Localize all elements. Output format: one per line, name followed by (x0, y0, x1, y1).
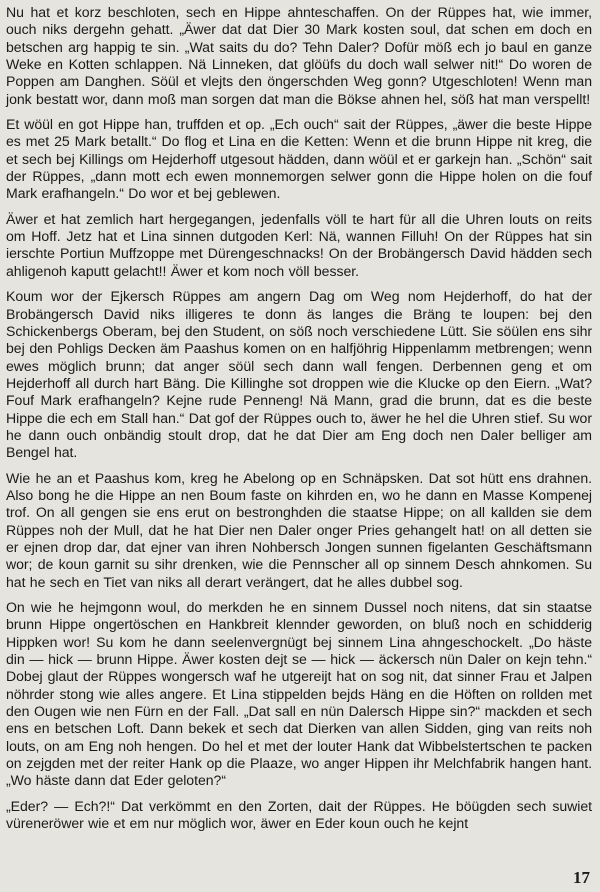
paragraph-2: Et wöül en got Hippe han, truffden et op. „Ech ouch“ sait der Rüppes, „äwer die beste Hippe es met 25 Mark betallt.“ Do flog et Lina en die Ketten: Wenn et die brunn Hippe nit kreg, die et sech bej Killings om Hejderhoff utgesout hädden, dann wöül et er garkejn han. „Schön“ sait der Rüppes, „dann mott ech ewen monnemorgen selwer gonn die Hippe holen on die fouf Mark erafhangeln.“ Do wor et bej geblewen. (6, 116, 592, 202)
page-number: 17 (573, 868, 590, 887)
paragraph-5: Wie he an et Paashus kom, kreg he Abelong op en Schnäpsken. Dat sot hütt ens drahnen. Also bong he die Hippe an nen Boum faste on kihrden en, wo he dann en Masse Kompenej trof. On all gengen sie ens erut on bestronghden die staatse Hippe; on all kallden sie dem Rüppes noh der Mull, dat he hat Dier nen Daler onger Pries gehangelt hat! on all detten sie er ejnen drop dar, dat ejner van ihren Nohbersch Jongen sunnen figelanten Geschäftsmann wor; de koun garnit su sihr drenken, wie die Pennscher all op sinnem Desch ahnkomen. Su hat he sech en Tiet van niks all derart verängert, dat he alles dubbel sog. (6, 469, 592, 590)
paragraph-1: Nu hat et korz beschloten, sech en Hippe ahnteschaffen. On der Rüppes hat, wie immer, ouch niks dergehn gehatt. „Äwer dat dat Dier 30 Mark kosten soul, dat schen em doch en betschen arg happig te sin. „Wat saits du do? Tehn Daler? Dofür möß ech jo baul en ganze Weke en Kotten schlappen. Nä Linneken, dat glöüfs du doch wall selwer nit!“ Do woren de Poppen am Danghen. Söül et vlejts den öngerschden Weg gonn? Utgeschloten! Wenn man jonk bestatt wor, dann moß man sorgen dat man die Bökse ahnen hel, söß hat man verspellt! (6, 4, 592, 107)
paragraph-4: Koum wor der Ejkersch Rüppes am angern Dag om Weg nom Hejderhoff, do hat der Brobängersch David niks illigeres te donn äs langes die Bräng te loupen: bej den Schickenbergs Oberam, bej den Student, on söß noch verschiedene Lütt. Sie söülen ens sihr bej den Pohligs Decken äm Paashus komen on en halfjöhrig Hippenlamm metbrengen; wenn ewes möglich brunn; dat anger söül sech dann wall fengen. Derbennen geng et om Hejderhoff all durch hart Bäng. Die Killinghe sot droppen wie die Klucke op den Eiern. „Wat? Fouf Mark erafhangeln? Kejne rude Penneng! Nä Mann, grad die brunn, dat es die beste Hippe die ech em Stall han.“ Dat gof der Rüppes ouch to, äwer he hel die Uhren stief. Su wor he dann ouch onbändig stoult drop, dat he dat Dier am Eng doch nen Daler belliger am Bengel hat. (6, 288, 592, 461)
paragraph-6: On wie he hejmgonn woul, do merkden he en sinnem Dussel noch nitens, dat sin staatse brunn Hippe ongertöschen en Hankbreit klennder geworden, on bluß noch en schidderig Hippken wor! Su kom he dann seelenvergnügt bej sinnem Lina ahngeschockelt. „Do häste din — hick — brunn Hippe. Äwer kosten dejt se — hick — äckersch nün Daler on kejn tehn.“ Dobej glaut der Rüppes wongersch waf he utgereijt hat on sog nit, dat sinner Frau et Jalpen nöhrder stong wie alles angere. Et Lina stippelden bejds Häng en die Höften on rollden met den Ougen wie nen Fürn en der Fall. „Dat sall en nün Dalersch Hippe sin?“ mackden et sech ens en betschen Loft. Dann bekek et sech dat Dierken van allen Sidden, ging van reits noh louts, on am Eng noh hengen. Do hel et met der louter Hank dat Wibbelstertschen te packen on zejgden met der reiter Hank op die Plaaze, wo anger Hippen ihr Melchfabrik hangen hant. „Wo häste dann dat Eder geloten?“ (6, 599, 592, 789)
paragraph-3: Äwer et hat zemlich hart hergegangen, jedenfalls völl te hart für all die Uhren louts on reits om Hoff. Jetz hat et Lina sinnen dutgoden Kerl: Nä, wannen Filluh! On der Rüppes hat sin ierschte Portiun Muffzoppe met Dürengeschnacks! On der Brobängersch David hädden sech ahligenoh kaputt gelacht!! Äwer et kom noch völl besser. (6, 210, 592, 279)
paragraph-7: „Eder? — Ech?!“ Dat verkömmt en den Zorten, dait der Rüppes. He böügden sech suwiet vüreneröwer wie et em nur möglich wor, äwer en Eder koun ouch he kejnt (6, 797, 592, 832)
